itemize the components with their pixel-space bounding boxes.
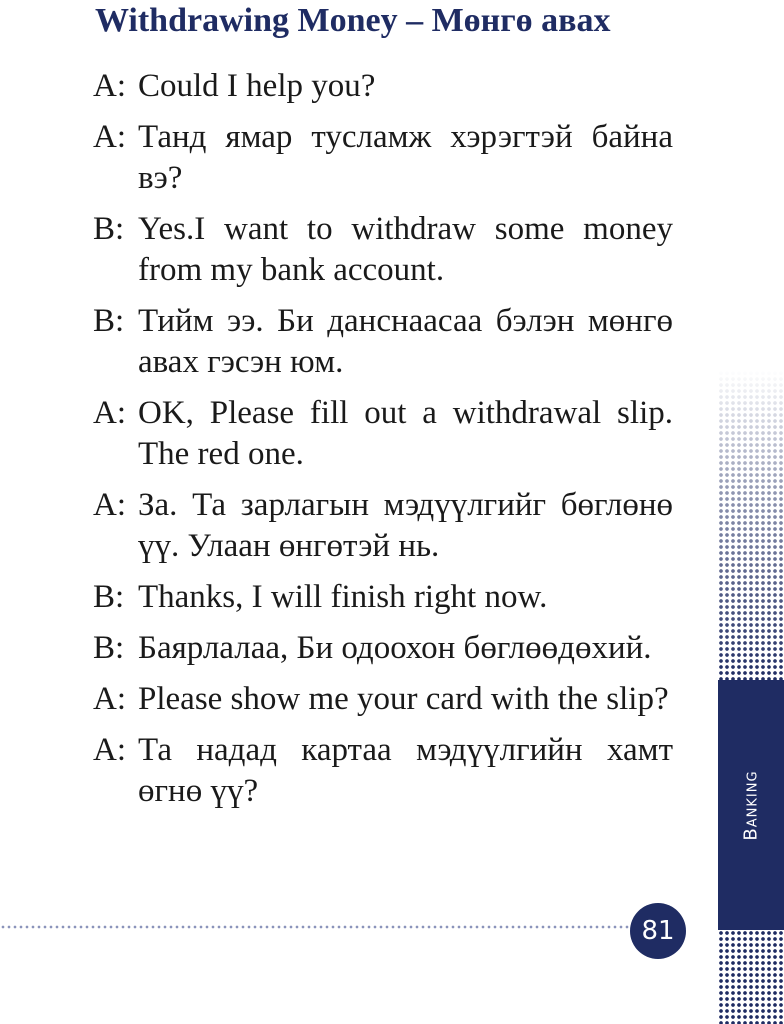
dialogue-line	[93, 730, 673, 812]
halftone-pattern-top	[718, 370, 784, 680]
section-label: Banking	[740, 769, 762, 841]
dialogue-line	[93, 679, 673, 720]
page-number-badge	[630, 903, 686, 959]
dialogue-line	[93, 117, 673, 199]
speaker-label: A:	[93, 681, 126, 717]
dialogue-line	[93, 577, 673, 618]
dialogue-text: Please show me your card with the slip?	[138, 681, 669, 717]
dialogue-line	[93, 628, 673, 669]
dialogue-line	[93, 66, 673, 107]
dialogue-line	[93, 393, 673, 475]
speaker-label: B:	[93, 303, 125, 339]
dialogue	[93, 66, 673, 822]
dialogue-line	[93, 209, 673, 291]
dialogue-line	[93, 485, 673, 567]
speaker-label: B:	[93, 579, 125, 615]
speaker-label: A:	[93, 395, 126, 431]
dialogue-line	[93, 301, 673, 383]
dialogue-text: OK, Please fill out a withdrawal slip. The red one.	[138, 395, 673, 472]
speaker-label: B:	[93, 630, 125, 666]
dialogue-text: Could I help you?	[138, 68, 376, 104]
dialogue-text: Тийм ээ. Би данснаасаа бэлэн мөнгө авах гэсэн юм.	[138, 303, 673, 380]
dialogue-text: Та надад картаа мэдүүлгийн хамт өгнө үү?	[138, 732, 673, 809]
dialogue-text: Yes.I want to withdraw some money from my bank account.	[138, 211, 673, 288]
dialogue-text: Thanks, I will finish right now.	[138, 579, 548, 615]
speaker-label: A:	[93, 732, 126, 768]
dialogue-text: Танд ямар тусламж хэрэгтэй байна вэ?	[138, 119, 673, 196]
dotted-rule	[0, 925, 640, 929]
dialogue-text: Баярлалаа, Би одоохон бөглөөдөхий.	[138, 630, 652, 666]
page-number: 81	[641, 916, 675, 946]
speaker-label: A:	[93, 119, 126, 155]
dialogue-text: За. Та зарлагын мэдүүлгийг бөглөнө үү. Улаан өнгөтэй нь.	[138, 487, 673, 564]
speaker-label: A:	[93, 487, 126, 523]
speaker-label: A:	[93, 68, 126, 104]
speaker-label: B:	[93, 211, 125, 247]
page-title: Withdrawing Money – Мөнгө авах	[95, 2, 611, 39]
section-tab-label-wrap	[718, 680, 784, 930]
halftone-pattern-bottom	[718, 930, 784, 1024]
